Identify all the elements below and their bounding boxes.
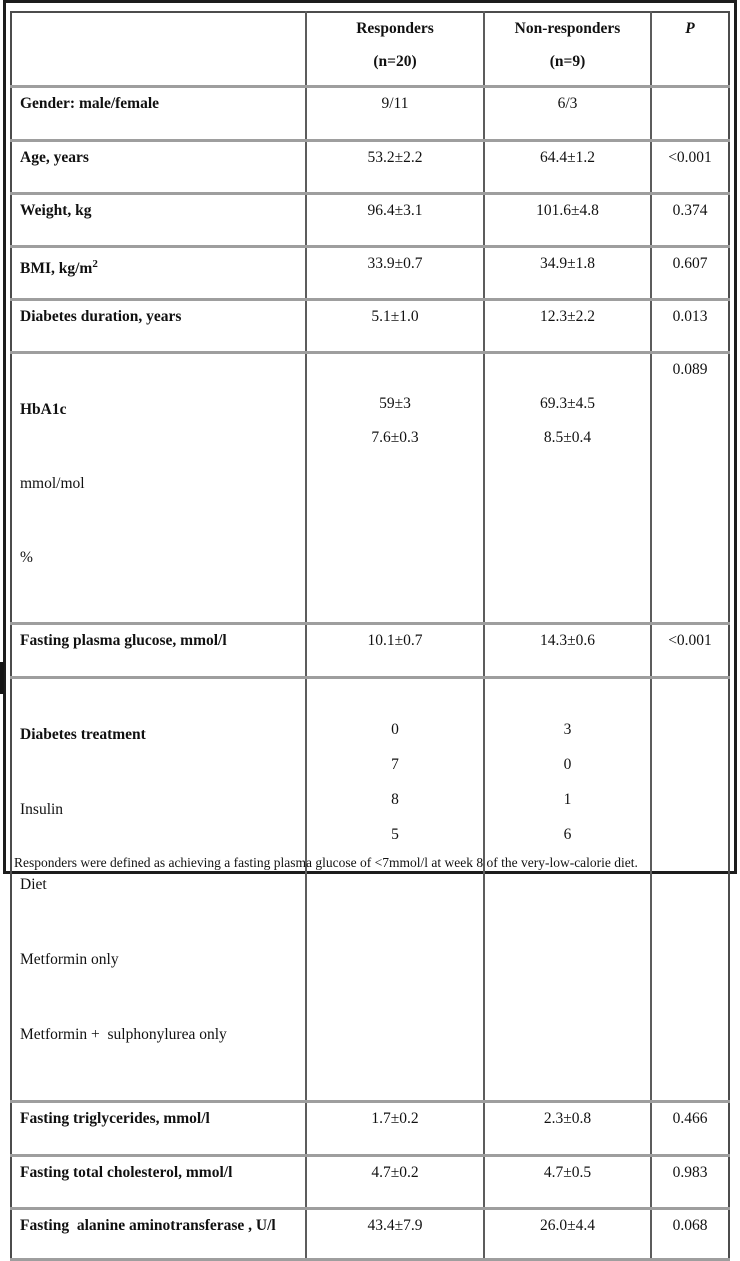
- value-p: 0.068: [651, 1209, 729, 1260]
- treatment-metformin-sulphonylurea-nonresponders: 6: [563, 826, 572, 843]
- table-footnote: Responders were defined as achieving a fasting plasma glucose of <7mmol/l at week 8 of the very-low-calorie diet.: [14, 855, 638, 870]
- header-responders: [306, 12, 484, 87]
- hba1c-mmolmol-responders: 59±3: [379, 395, 411, 412]
- bmi-label-superscript: 2: [92, 258, 98, 270]
- row-label: Gender: male/female: [11, 87, 306, 141]
- scan-artifact-mark: [0, 662, 4, 694]
- spacer: [493, 360, 642, 394]
- spacer: [315, 360, 475, 394]
- value-p: 0.607: [651, 247, 729, 300]
- header-nonresponders-n: (n=9): [549, 53, 586, 70]
- value-nonresponders: [484, 678, 651, 1102]
- table-row-diabetes-treatment: [11, 678, 729, 1102]
- value-responders: 1.7±0.2: [306, 1102, 484, 1156]
- value-nonresponders: 26.0±4.4: [484, 1209, 651, 1260]
- hba1c-percent-nonresponders: 8.5±0.4: [543, 429, 592, 446]
- row-label: Fasting triglycerides, mmol/l: [11, 1102, 306, 1156]
- row-label: Diabetes duration, years: [11, 300, 306, 353]
- value-responders: 43.4±7.9: [306, 1209, 484, 1260]
- row-label: Fasting total cholesterol, mmol/l: [11, 1156, 306, 1209]
- value-responders: 33.9±0.7: [306, 247, 484, 300]
- treatment-metformin-responders: 8: [391, 791, 399, 808]
- header-p-value: P: [651, 12, 729, 87]
- header-nonresponders-title: Non-responders: [514, 20, 621, 37]
- value-responders: 96.4±3.1: [306, 194, 484, 247]
- value-p: [651, 87, 729, 141]
- value-p: <0.001: [651, 141, 729, 194]
- value-responders: [306, 353, 484, 624]
- table-row-fasting-triglycerides: [11, 1102, 729, 1156]
- table-row-fasting-plasma-glucose: [11, 624, 729, 678]
- treatment-metformin-label: Metformin only: [20, 951, 119, 968]
- value-p: 0.466: [651, 1102, 729, 1156]
- value-nonresponders: 101.6±4.8: [484, 194, 651, 247]
- value-nonresponders: 12.3±2.2: [484, 300, 651, 353]
- spacer: [493, 685, 642, 720]
- value-nonresponders: 64.4±1.2: [484, 141, 651, 194]
- treatment-diet-responders: 7: [391, 756, 399, 773]
- table-row-fasting-total-cholesterol: [11, 1156, 729, 1209]
- header-responders-title: Responders: [356, 20, 434, 37]
- bmi-label-base: BMI, kg/m: [20, 260, 93, 278]
- treatment-insulin-nonresponders: 3: [563, 721, 572, 738]
- value-nonresponders: 4.7±0.5: [484, 1156, 651, 1209]
- value-nonresponders: 34.9±1.8: [484, 247, 651, 300]
- row-label: Fasting alanine aminotransferase , U/l: [11, 1209, 306, 1260]
- table-row-weight: [11, 194, 729, 247]
- value-responders: 5.1±1.0: [306, 300, 484, 353]
- treatment-metformin-nonresponders: 1: [563, 791, 572, 808]
- row-label: [11, 678, 306, 1102]
- hba1c-percent-label: %: [20, 549, 33, 566]
- value-nonresponders: 2.3±0.8: [484, 1102, 651, 1156]
- table-row-hba1c: [11, 353, 729, 624]
- hba1c-label: HbA1c: [20, 401, 67, 418]
- value-responders: 10.1±0.7: [306, 624, 484, 678]
- baseline-characteristics-table: [10, 11, 730, 1261]
- value-p: 0.983: [651, 1156, 729, 1209]
- value-nonresponders: [484, 353, 651, 624]
- value-p: <0.001: [651, 624, 729, 678]
- table-row-age: [11, 141, 729, 194]
- value-responders: 9/11: [306, 87, 484, 141]
- table-header-row: [11, 12, 729, 87]
- treatment-insulin-label: Insulin: [20, 801, 64, 818]
- value-p: 0.374: [651, 194, 729, 247]
- value-p: [651, 678, 729, 1102]
- hba1c-percent-responders: 7.6±0.3: [371, 429, 419, 446]
- table-row-fasting-alt: [11, 1209, 729, 1260]
- header-empty-cell: [11, 12, 306, 87]
- row-label: [11, 247, 306, 300]
- table-row-diabetes-duration: [11, 300, 729, 353]
- header-nonresponders: [484, 12, 651, 87]
- hba1c-mmolmol-label: mmol/mol: [20, 475, 85, 492]
- treatment-metformin-sulphonylurea-responders: 5: [391, 826, 399, 843]
- value-nonresponders: 6/3: [484, 87, 651, 141]
- spacer: [315, 685, 475, 720]
- value-responders: 53.2±2.2: [306, 141, 484, 194]
- treatment-metformin-sulphonylurea-label: Metformin + sulphonylurea only: [20, 1026, 227, 1043]
- header-responders-n: (n=20): [373, 53, 417, 70]
- treatment-diet-nonresponders: 0: [563, 756, 572, 773]
- value-nonresponders: 14.3±0.6: [484, 624, 651, 678]
- treatment-insulin-responders: 0: [391, 721, 399, 738]
- treatment-label: Diabetes treatment: [20, 726, 146, 743]
- hba1c-mmolmol-nonresponders: 69.3±4.5: [539, 395, 595, 412]
- table-row-gender: [11, 87, 729, 141]
- table-row-bmi: [11, 247, 729, 300]
- value-p: 0.013: [651, 300, 729, 353]
- value-responders: [306, 678, 484, 1102]
- row-label: Age, years: [11, 141, 306, 194]
- treatment-diet-label: Diet: [20, 876, 47, 893]
- row-label: Fasting plasma glucose, mmol/l: [11, 624, 306, 678]
- row-label: [11, 353, 306, 624]
- row-label: Weight, kg: [11, 194, 306, 247]
- value-p: 0.089: [651, 353, 729, 624]
- value-responders: 4.7±0.2: [306, 1156, 484, 1209]
